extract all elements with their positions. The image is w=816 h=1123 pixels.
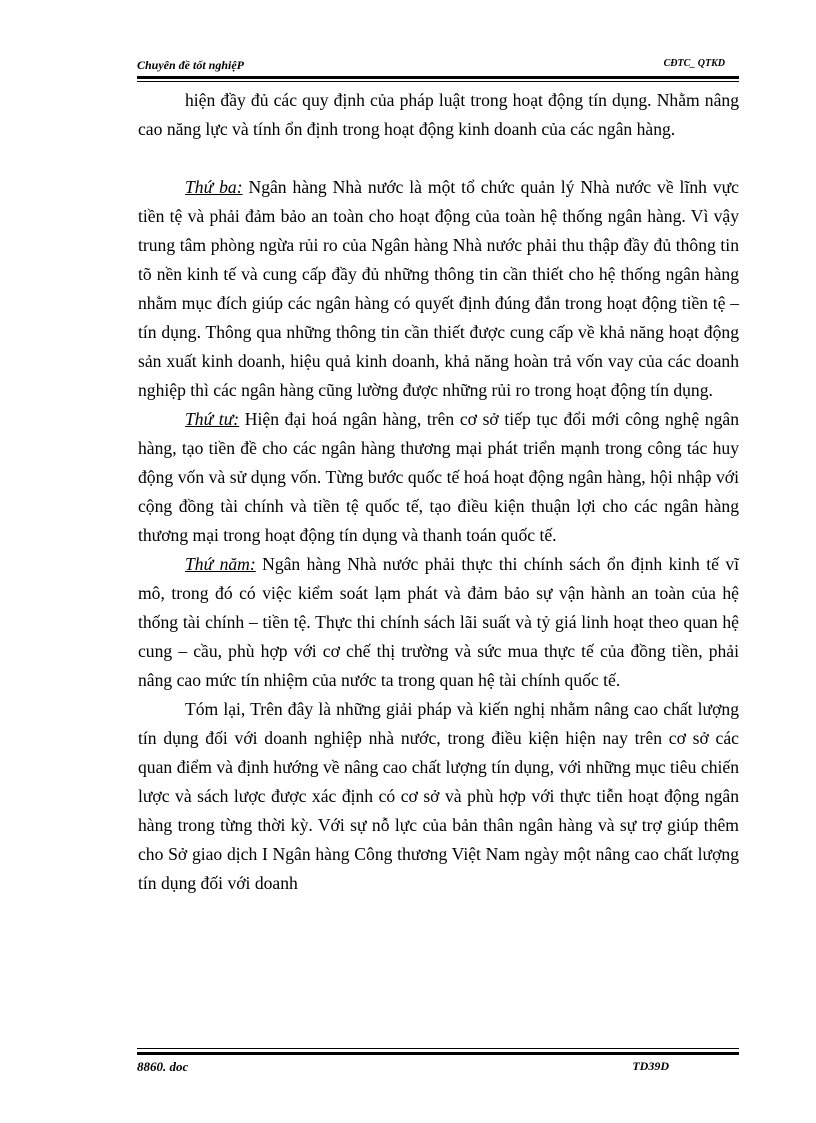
paragraph-text: Ngân hàng Nhà nước là một tổ chức quản lý Nhà nước về lĩnh vực tiền tệ và phải đảm bảo an toàn cho hoạt động của toàn hệ thống ngân hàng. Vì vậy trung tâm phòng ngừa rủi ro của Ngân hàng Nhà nước phải thu thập đầy đủ thông tin tõ nền kinh tế và cung cấp đầy đủ những thông tin cần thiết cho hệ thống ngân hàng nhằm mục đích giúp các ngân hàng có quyết định đúng đắn trong hoạt động tiền tệ – tín dụng. Thông qua những thông tin cần thiết được cung cấp về khả năng hoạt động sản xuất kinh doanh, hiệu quả kinh doanh, khả năng hoàn trả vốn vay của các doanh nghiệp thì các ngân hàng cũng lường được những rủi ro trong hoạt động tín dụng. [138,177,739,400]
header-rule-thin [137,81,739,82]
paragraph-text: Hiện đại hoá ngân hàng, trên cơ sở tiếp tục đổi mới công nghệ ngân hàng, tạo tiền đề cho các ngân hàng thương mại phát triển mạnh trong công tác huy động vốn và sử dụng vốn. Từng bước quốc tế hoá hoạt động ngân hàng, hội nhập với cộng đồng tài chính và tiền tệ quốc tế, tạo điều kiện thuận lợi cho các ngân hàng thương mại trong hoạt động tín dụng và thanh toán quốc tế. [138,409,739,545]
paragraph-thu-ba [138,173,739,405]
paragraph-text: Ngân hàng Nhà nước phải thực thi chính sách ổn định kinh tế vĩ mô, trong đó có việc kiểm soát lạm phát và đảm bảo sự vận hành an toàn của hệ thống tài chính – tiền tệ. Thực thi chính sách lãi suất và tỷ giá linh hoạt theo quan hệ cung – cầu, phù hợp với cơ chế thị trường và sức mua thực tế của đồng tiền, phải nâng cao mức tín nhiệm của nước ta trong quan hệ tài chính quốc tế. [138,554,740,690]
footer-code: TD39D [632,1059,669,1073]
paragraph-text: Tóm lại, Trên đây là những giải pháp và kiến nghị nhằm nâng cao chất lượng tín dụng đối với doanh nghiệp nhà nước, trong điều kiện hiện nay trên cơ sở các quan điểm và định hướng về nâng cao chất lượng tín dụng, với những mục tiêu chiến lược và sách lược được xác định có cơ sở và phù hợp với thực tiễn hoạt động ngân hàng trong từng thời kỳ. Với sự nỗ lực của bản thân ngân hàng và sự trợ giúp thêm cho Sở giao dịch I Ngân hàng Công thương Việt Nam ngày một nâng cao chất lượng tín dụng đối với doanh [138,699,739,893]
paragraph-thu-nam [138,550,739,695]
paragraph-lead: Thứ tư: [185,409,240,429]
page-header [137,58,739,76]
paragraph-tom-lai [138,695,739,898]
page-footer [137,1059,739,1077]
footer-filename: 8860. doc [137,1059,189,1074]
paragraph-gap [138,144,739,173]
paragraph-text: hiện đầy đủ các quy định của pháp luật trong hoạt động tín dụng. Nhằm nâng cao năng lực và tính ổn định trong hoạt động kinh doanh của các ngân hàng. [138,90,739,139]
footer-rule [137,1052,739,1055]
header-rule [137,76,739,79]
header-title: Chuyên đề tốt nghiệP [137,58,245,72]
body-text [138,86,739,898]
paragraph-lead: Thứ năm: [185,554,256,574]
header-code: CĐTC_ QTKD [663,58,725,69]
paragraph-lead: Thứ ba: [185,177,243,197]
footer-rule-thin [137,1048,739,1049]
paragraph-continuation [138,86,739,144]
paragraph-thu-tu [138,405,739,550]
